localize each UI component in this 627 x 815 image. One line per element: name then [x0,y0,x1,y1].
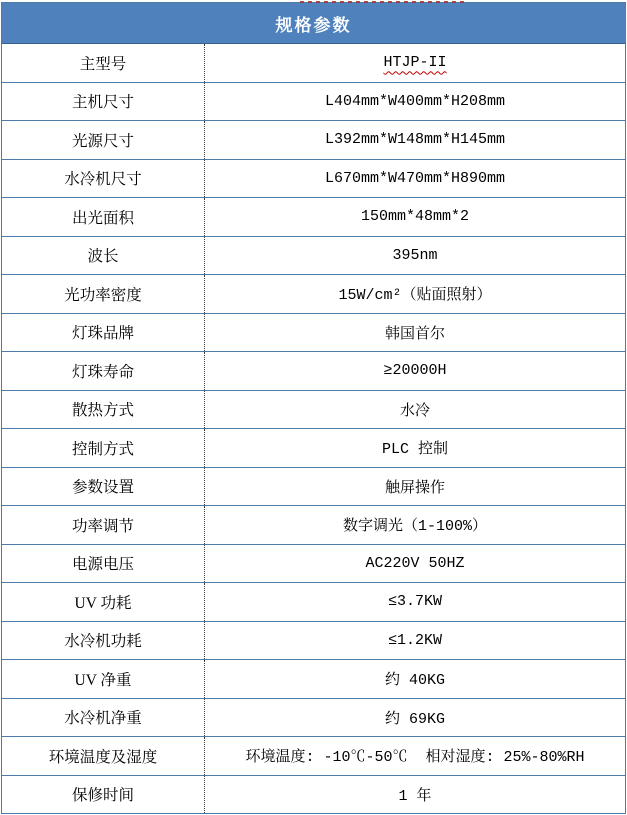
spec-label: 灯珠寿命 [71,363,134,381]
table-row [2,198,625,237]
table-row [2,583,625,622]
table-row [2,506,625,545]
spec-label-cell [2,121,204,159]
spec-rows [2,44,625,813]
spec-value: L670mm*W470mm*H890mm [324,169,506,187]
spec-value-cell [204,583,625,621]
spec-label: 参数设置 [71,479,134,497]
spec-value-cell [204,314,625,352]
spec-label-cell [2,506,204,544]
spec-label-cell [2,44,204,82]
spec-value-cell [204,545,625,583]
table-title-text: 规格参数 [275,15,352,35]
spec-label: 功率调节 [71,517,134,535]
spec-value-cell [204,699,625,737]
spec-value: 触屏操作 [384,479,445,497]
spec-label: 出光面积 [71,209,134,227]
spec-value: 环境温度: -10℃-50℃ 相对湿度: 25%-80%RH [245,749,585,767]
spec-value: 1 年 [398,787,432,805]
spec-value-cell [204,275,625,313]
spec-value-cell [204,622,625,660]
spec-label: UV 功耗 [74,594,132,612]
spec-label: UV 净重 [74,671,132,689]
spec-value-cell [204,391,625,429]
spec-label-cell [2,160,204,198]
table-row [2,468,625,507]
spec-value-cell [204,468,625,506]
spec-label: 环境温度及湿度 [48,748,158,766]
table-row [2,776,625,814]
table-row [2,391,625,430]
table-row [2,83,625,122]
spec-value-cell [204,352,625,390]
spec-label: 水冷机尺寸 [64,171,142,189]
table-row [2,545,625,584]
spec-label-cell [2,545,204,583]
spec-value: ≥20000H [383,362,447,380]
spec-value: 约 40KG [384,672,445,690]
spec-label: 控制方式 [71,440,134,458]
spec-label-cell [2,776,204,814]
spec-value-cell [204,237,625,275]
spec-label: 灯珠品牌 [71,325,134,343]
spec-value: 约 69KG [384,710,445,728]
spec-value: ≤1.2KW [387,631,442,649]
table-row [2,622,625,661]
spec-value-cell [204,660,625,698]
spec-value: 韩国首尔 [384,325,445,343]
spec-value: 水冷 [399,402,430,420]
spec-label: 电源电压 [71,556,134,574]
spec-value: L404mm*W400mm*H208mm [324,92,506,110]
table-row [2,314,625,353]
table-row [2,237,625,276]
spec-label: 主机尺寸 [71,94,134,112]
spec-label-cell [2,737,204,775]
spec-value-cell [204,121,625,159]
spec-value: 数字调光（1-100%） [342,518,487,536]
spec-label: 水冷机功耗 [64,633,142,651]
spec-value: PLC 控制 [381,441,448,459]
spec-label-cell [2,83,204,121]
table-row [2,275,625,314]
table-row [2,160,625,199]
spec-value: HTJP-II [383,54,447,72]
spec-value-cell [204,44,625,82]
spec-value: L392mm*W148mm*H145mm [324,131,506,149]
spec-label-cell [2,198,204,236]
spec-label-cell [2,429,204,467]
spec-label-cell [2,468,204,506]
spec-label: 水冷机净重 [64,710,142,728]
spec-value: 395nm [392,246,438,264]
spec-label: 主型号 [79,55,127,73]
table-row [2,429,625,468]
spec-value: AC220V 50HZ [365,554,465,572]
spec-label-cell [2,352,204,390]
table-title [2,3,625,44]
table-row [2,660,625,699]
table-row [2,699,625,738]
spec-value-cell [204,737,625,775]
spec-value: 15W/cm²（贴面照射） [338,287,492,305]
spec-value-cell [204,83,625,121]
spec-value-cell [204,776,625,814]
table-row [2,44,625,83]
spec-label: 光功率密度 [64,286,142,304]
spec-label: 光源尺寸 [71,132,134,150]
spec-label-cell [2,275,204,313]
spec-label: 散热方式 [71,402,134,420]
table-row [2,737,625,776]
spec-label-cell [2,622,204,660]
spec-value: ≤3.7KW [387,593,442,611]
spec-label: 保修时间 [71,787,134,805]
spec-table [1,2,626,814]
table-row [2,121,625,160]
spec-label-cell [2,391,204,429]
spec-label-cell [2,699,204,737]
table-row [2,352,625,391]
spec-value-cell [204,160,625,198]
spec-label-cell [2,660,204,698]
spec-label-cell [2,314,204,352]
spec-value-cell [204,198,625,236]
spec-value-cell [204,429,625,467]
spec-label: 波长 [87,248,119,266]
spec-value-cell [204,506,625,544]
spec-label-cell [2,237,204,275]
spec-value: 150mm*48mm*2 [360,208,470,226]
spec-label-cell [2,583,204,621]
